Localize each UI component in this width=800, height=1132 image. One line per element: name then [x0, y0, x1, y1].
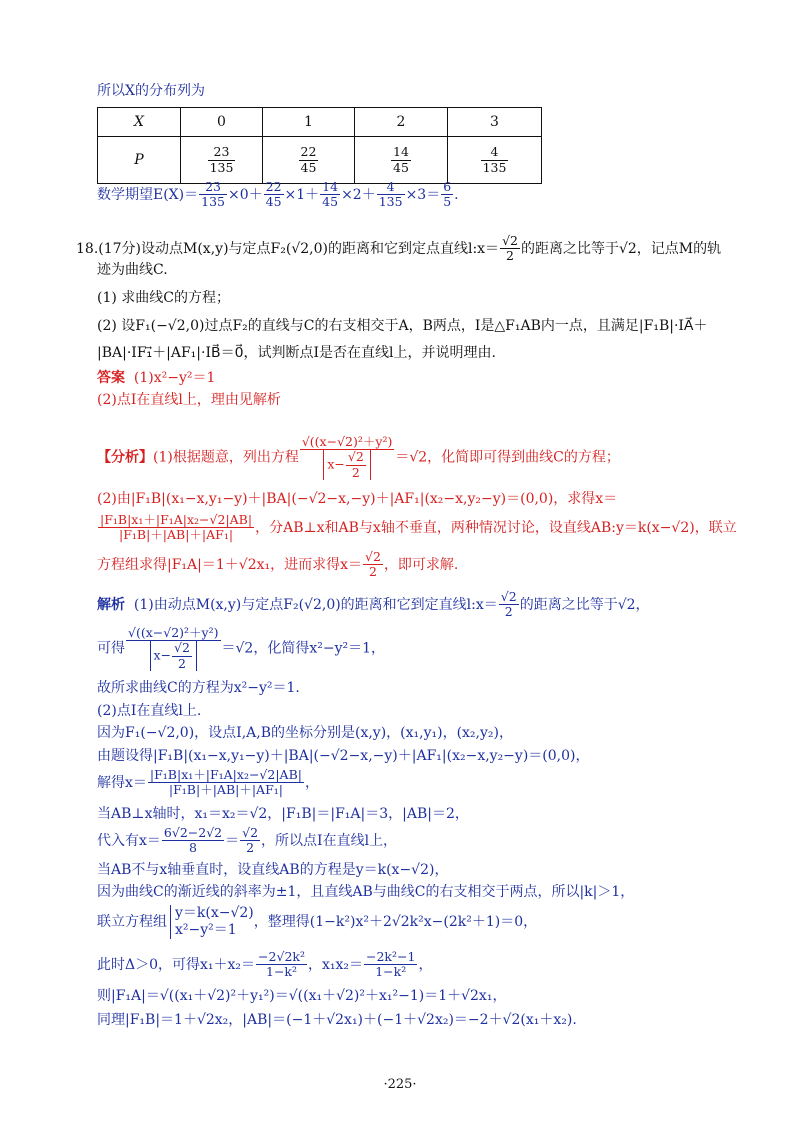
- distribution-table: [97, 107, 542, 184]
- analysis-label: 【分析】: [97, 449, 153, 466]
- table-cell: $\frac{22}{45}$: [263, 137, 355, 184]
- solution-line1: 解析 (1)由动点M(x,y)与定点F₂(√2,0)的距离和它到定直线l:x＝ $\frac{√2}{2}$ 的距离之比等于√2，: [97, 589, 650, 620]
- solution-line15: 同理|F₁B|＝1＋√2x₂，|AB|＝(−1＋√2x₁)＋(−1＋√2x₂)＝−2＋√2(x₁＋x₂).: [97, 1012, 577, 1028]
- answer-line2: (2)点I在直线l上，理由见解析: [97, 392, 281, 408]
- solution-line4: (2)点I在直线l上.: [97, 703, 202, 719]
- page-number: ·225·: [383, 1077, 417, 1092]
- solution-line6: 由题设得|F₁B|(x₁−x,y₁−y)＋|BA|(−√2−x,−y)＋|AF₁|(x₂−x,y₂−y)＝(0,0)，: [97, 748, 590, 764]
- solution-line8: 当AB⊥x轴时，x₁＝x₂＝√2，|F₁B|＝|F₁A|＝3，|AB|＝2，: [97, 806, 469, 822]
- problem-part1: (1) 求曲线C的方程；: [97, 290, 230, 306]
- solution-line3: 故所求曲线C的方程为x²−y²＝1.: [97, 680, 300, 696]
- table-cell: $\frac{14}{45}$: [355, 137, 448, 184]
- table-cell: 2: [355, 108, 448, 137]
- solution-line12: 联立方程组 y＝k(x−√2) x²−y²＝1 ，整理得(1−k²)x²＋2√2k²x−(2k²＋1)＝0，: [97, 905, 538, 938]
- table-cell: $\frac{23}{135}$: [181, 137, 263, 184]
- table-cell: 1: [263, 108, 355, 137]
- table-cell: $\frac{4}{135}$: [448, 137, 542, 184]
- solution-line5: 因为F₁(−√2,0)，设点I,A,B的坐标分别是(x,y)，(x₁,y₁)，(x₂,y₂)，: [97, 725, 513, 741]
- solution-line7: 解得x＝ $\frac{\text{|F₁B|x₁＋|F₁A|x₂−√2|AB|}}{\text{|F₁B|＋|AB|＋|AF₁|}}$ ，: [97, 767, 319, 798]
- analysis-line1: 【分析】(1)根据题意，列出方程 √((x−√2)²＋y²) x− $\frac{√2}{2}$ ＝√2，化简即可得到曲线C的方程；: [97, 434, 620, 480]
- table-cell: 0: [181, 108, 263, 137]
- solution-label: 解析: [97, 596, 125, 613]
- solution-line11: 因为曲线C的渐近线的斜率为±1，且直线AB与曲线C的右支相交于两点，所以|k|＞1，: [97, 884, 635, 900]
- solution-line14: 则|F₁A|＝√((x₁＋√2)²＋y₁²)＝√((x₁＋√2)²＋x₁²−1)＝1＋√2x₁，: [97, 988, 507, 1004]
- problem-part2-line1: (2) 设F₁(−√2,0)过点F₂的直线与C的右支相交于A，B两点，I是△F₁AB内一点，且满足|F₁B|·IA⃗＋: [97, 318, 708, 334]
- table-header-x: X: [98, 108, 181, 137]
- analysis-line4: 方程组求得|F₁A|＝1＋√2x₁，进而求得x＝ $\frac{√2}{2}$ ，即可求解.: [97, 549, 459, 580]
- problem-stem-line1: 18.(17分)设动点M(x,y)与定点F₂(√2,0)的距离和它到定点直线l:x＝ $\frac{√2}{2}$ 的距离之比等于√2，记点M的轨: [76, 233, 722, 264]
- analysis-line2: (2)由|F₁B|(x₁−x,y₁−y)＋|BA|(−√2−x,−y)＋|AF₁|(x₂−x,y₂−y)＝(0,0)，求得x＝: [97, 491, 618, 507]
- solution-line9: 代入有x＝ $\frac{6√2-2√2}{8}$ ＝ $\frac{√2}{2}$ ，所以点I在直线l上，: [97, 825, 398, 856]
- solution-line2: 可得 √((x−√2)²＋y²) x− $\frac{√2}{2}$ ＝√2，化简得x²−y²＝1，: [97, 625, 385, 671]
- distribution-intro: 所以X的分布列为: [97, 83, 205, 99]
- table-header-p: P: [98, 137, 181, 184]
- analysis-line3: $\frac{\text{|F₁B|x₁＋|F₁A|x₂−√2|AB|}}{\text{|F₁B|＋|AB|＋|AF₁|}}$ ，分AB⊥x和AB与x轴不垂直，两种情况讨论，设直线AB:y＝k(x−√2)，联立: [100, 512, 737, 543]
- solution-line13: 此时Δ＞0，可得x₁＋x₂＝ $\frac{\text{−2√2k²}}{\text{1−k²}}$ ，x₁x₂＝ $\frac{\text{−2k²−1}}{\text{1−k²}}$ ，: [97, 949, 433, 980]
- solution-line10: 当AB不与x轴垂直时，设直线AB的方程是y＝k(x−√2)，: [97, 862, 449, 878]
- expectation-line: 数学期望E(X)＝ $\frac{23}{135}$ ×0＋ $\frac{22}{45}$ ×1＋ $\frac{14}{45}$ ×2＋ $\frac{4}{135}$ ×3＝ $\frac{6}{5}$ .: [97, 179, 459, 210]
- answer-label: 答案: [97, 370, 125, 386]
- problem-stem-line2: 迹为曲线C.: [97, 262, 168, 278]
- equation-system: y＝k(x−√2) x²−y²＝1: [170, 905, 254, 939]
- table-cell: 3: [448, 108, 542, 137]
- answer-line1: 答案 (1)x²−y²＝1: [97, 370, 216, 386]
- problem-part2-line2: |BA|·IF₁⃗＋|AF₁|·IB⃗＝0⃗，试判断点I是否在直线l上，并说明理由.: [97, 345, 496, 361]
